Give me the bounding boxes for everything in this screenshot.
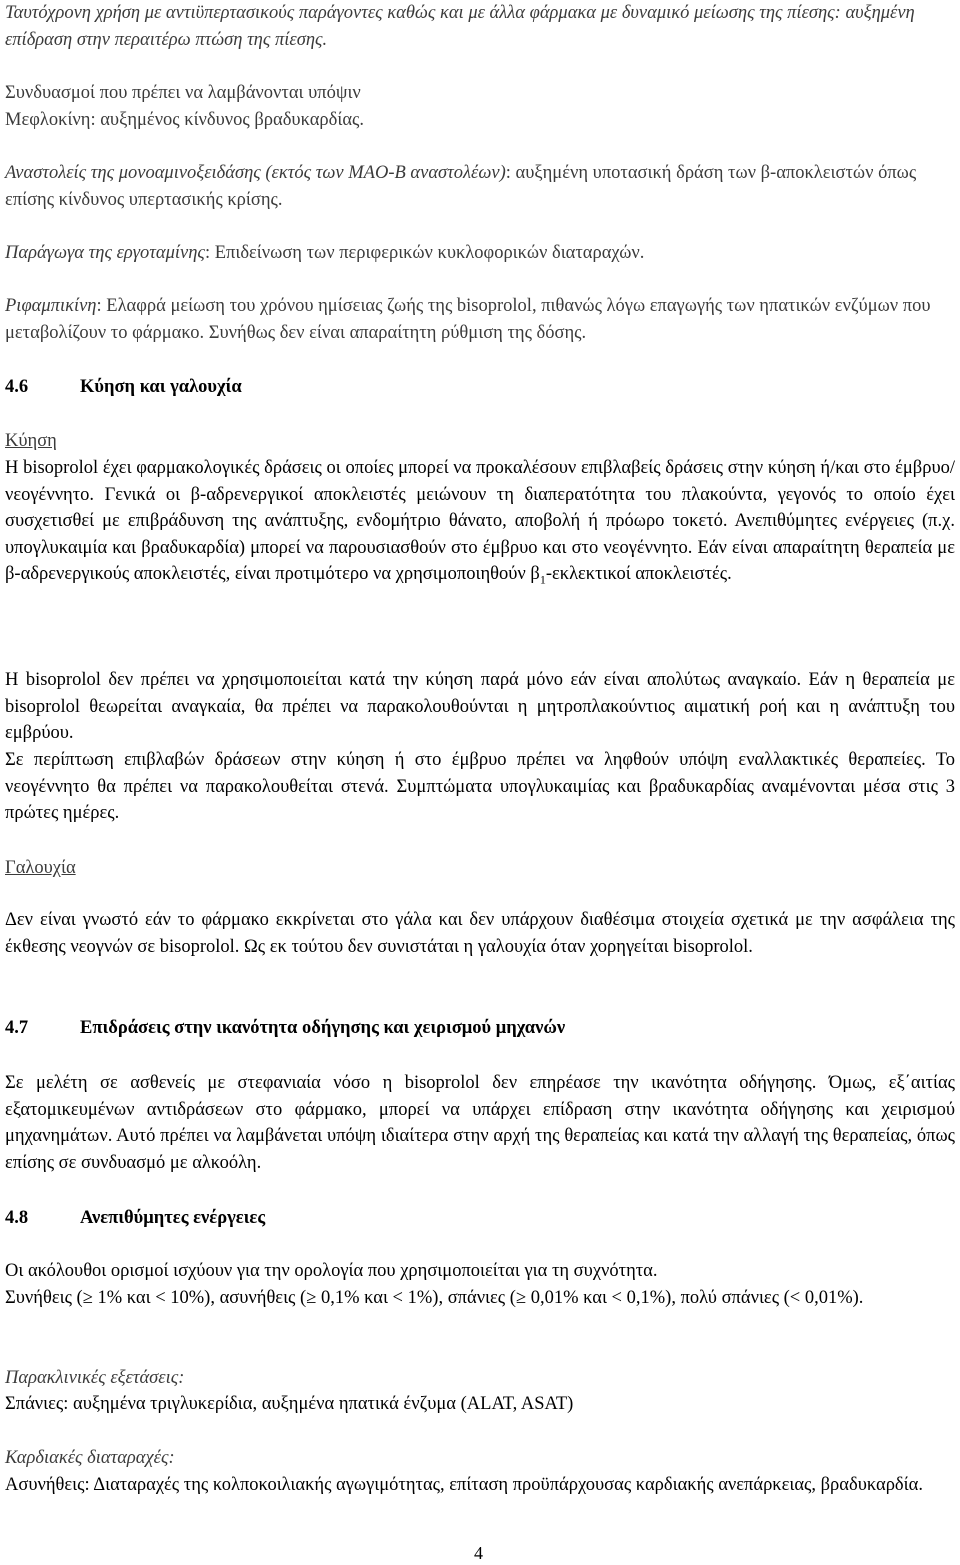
paragraph-frequency-intro	[5, 1258, 955, 1285]
beta-subscript: 1	[539, 572, 546, 587]
paragraph-frequency-definitions	[5, 1285, 955, 1312]
pregnancy-text-b: -εκλεκτικοί αποκλειστές.	[545, 564, 732, 584]
section-4-8-number: 4.8	[5, 1208, 29, 1228]
cardiac-heading	[5, 1445, 955, 1472]
investigations-text-content: Σπάνιες: αυξημένα τριγλυκερίδια, αυξημένα ηπατικά ένζυμα (ALAT, ASAT)	[5, 1394, 574, 1414]
section-4-8-title: Ανεπιθύμητες ενέργειες	[80, 1208, 266, 1228]
investigations-label: Παρακλινικές εξετάσεις:	[5, 1368, 185, 1388]
page-number: 4	[474, 1543, 483, 1563]
pregnancy-subheading	[5, 428, 955, 455]
pregnancy-text-a: Η bisoprolol έχει φαρμακολογικές δράσεις οι οποίες μπορεί να προκαλέσουν επιβλαβείς δράσεις στην κύηση ή/και στο έμβρυο/νεογέννητο. Γενικά οι β-αδρενεργικοί αποκλειστές μειώνουν τη διαπερατότητα του πλακούντα, γεγονός το οποίο έχει συσχετισθεί με επιβράδυνση της ανάπτυξης, ενδομήτριο θάνατο, αποβολή ή πρόωρο τοκετό. Ανεπιθύμητες ενέργειες (π.χ. υπογλυκαιμία και βραδυκαρδία) μπορεί να παρουσιασθούν στο έμβρυο και στο νεογέννητο. Εάν είναι απαραίτητη θεραπεία με β-αδρενεργικούς αποκλειστές, είναι προτιμότερο να χρησιμοποιηθούν β	[5, 458, 955, 584]
mefloquine-label: Μεφλοκίνη	[5, 109, 91, 130]
cardiac-text-content: Ασυνήθεις: Διαταραχές της κολποκοιλιακής αγωγιμότητας, επίταση προϋπάρχουσας καρδιακής ανεπάρκειας, βραδυκαρδία.	[5, 1475, 923, 1495]
driving-text: Σε μελέτη σε ασθενείς με στεφανιαία νόσο η bisoprolol δεν επηρέασε την ικανότητα οδήγησης. Όμως, εξ΄αιτίας εξατομικευμένων αντιδράσεων στο φάρμακο, μπορεί να υπάρχει επίδραση στην ικανότητα οδήγησης και χειρισμού μηχανημάτων. Αυτό πρέπει να λαμβάνεται υπόψη ιδιαίτερα στην αρχή της θεραπείας και κατά την αλλαγή της θεραπείας, όπως επίσης σε συνδυασμό με αλκοόλη.	[5, 1073, 955, 1173]
ergotamine-text: : Επιδείνωση των περιφερικών κυκλοφορικών διαταραχών.	[204, 243, 645, 263]
paragraph-pregnancy-2	[5, 667, 955, 747]
pregnancy-subheading-text: Κύηση	[5, 431, 57, 451]
paragraph-ergotamine	[5, 240, 955, 267]
lactation-text: Δεν είναι γνωστό εάν το φάρμακο εκκρίνεται στο γάλα και δεν υπάρχουν διαθέσιμα στοιχεία σχετικά με την ασφάλεια της έκθεσης νεογνών σε bisoprolol. Ως εκ τούτου δεν συνιστάται η γαλουχία όταν χορηγείται bisoprolol.	[5, 910, 955, 957]
section-4-7-number: 4.7	[5, 1018, 29, 1038]
paragraph-mao	[5, 160, 955, 213]
pregnancy-text-3: Σε περίπτωση επιβλαβών δράσεων στην κύηση ή στο έμβρυο πρέπει να ληφθούν υπόψη εναλλακτικές θεραπείες. Το νεογέννητο θα πρέπει να παρακολουθείται στενά. Συμπτώματα υπογλυκαιμίας και βραδυκαρδίας αναμένονται μέσα στις 3 πρώτες ημέρες.	[5, 750, 955, 823]
paragraph-pregnancy-1	[5, 455, 955, 593]
combinations-heading: Συνδυασμοί που πρέπει να λαμβάνονται υπόψιν	[5, 83, 361, 103]
paragraph-driving	[5, 1070, 955, 1176]
mao-text: : αυξημένη υποτασική δράση των β-αποκλειστών όπως επίσης κίνδυνος υπερτασικής κρίσης.	[5, 163, 917, 210]
paragraph-antihypertensives	[5, 0, 955, 53]
section-4-6-number: 4.6	[5, 377, 29, 397]
cardiac-label: Καρδιακές διαταραχές:	[5, 1448, 175, 1468]
lactation-subheading	[5, 855, 955, 882]
section-4-6-title: Κύηση και γαλουχία	[80, 377, 242, 397]
frequency-text: Συνήθεις (≥ 1% και < 10%), ασυνήθεις (≥ 0,1% και < 1%), σπάνιες (≥ 0,01% και < 0,1%), πολύ σπάνιες (< 0,01%).	[5, 1288, 864, 1308]
cardiac-text	[5, 1472, 955, 1499]
paragraph-lactation	[5, 907, 955, 960]
paragraph-combinations	[5, 80, 955, 133]
rifampicin-label: Ριφαμπικίνη	[5, 296, 97, 316]
rifampicin-text: : Ελαφρά μείωση του χρόνου ημίσειας ζωής της bisoprolol, πιθανώς λόγω επαγωγής των ηπατικών ενζύμων που μεταβολίζουν το φάρμακο. Συνήθως δεν είναι απαραίτητη ρύθμιση της δόσης.	[5, 296, 931, 343]
intro-italic: Ταυτόχρονη χρήση με αντιϋπερτασικούς παράγοντες καθώς και με άλλα φάρμακα με δυναμικό μείωσης της πίεσης: αυξημένη επίδραση στην περαιτέρω πτώση της πίεσης.	[5, 3, 915, 50]
section-4-7-title: Επιδράσεις στην ικανότητα οδήγησης και χειρισμού μηχανών	[80, 1018, 566, 1038]
paragraph-pregnancy-3	[5, 747, 955, 827]
section-4-7-heading	[5, 1015, 565, 1041]
mao-label: Αναστολείς της μονοαμινοξειδάσης (εκτός των MAO-B αναστολέων)	[5, 163, 506, 183]
ergotamine-label: Παράγωγα της εργοταμίνης	[5, 243, 205, 263]
lactation-subheading-text: Γαλουχία	[5, 858, 76, 878]
investigations-heading	[5, 1365, 955, 1392]
paragraph-rifampicin	[5, 293, 955, 346]
mefloquine-text: : αυξημένος κίνδυνος βραδυκαρδίας.	[90, 109, 365, 130]
pregnancy-text-2: Η bisoprolol δεν πρέπει να χρησιμοποιείται κατά την κύηση παρά μόνο εάν είναι απολύτως αναγκαίο. Εάν η θεραπεία με bisoprolol θεωρείται αναγκαία, θα πρέπει να παρακολουθούνται η μητροπλακούντιος αιματική ροή και η ανάπτυξη του εμβρύου.	[5, 670, 955, 743]
investigations-text	[5, 1391, 955, 1418]
section-4-6-heading	[5, 374, 242, 400]
section-4-8-heading	[5, 1205, 265, 1231]
frequency-intro-text: Οι ακόλουθοι ορισμοί ισχύουν για την ορολογία που χρησιμοποιείται για τη συχνότητα.	[5, 1261, 658, 1281]
